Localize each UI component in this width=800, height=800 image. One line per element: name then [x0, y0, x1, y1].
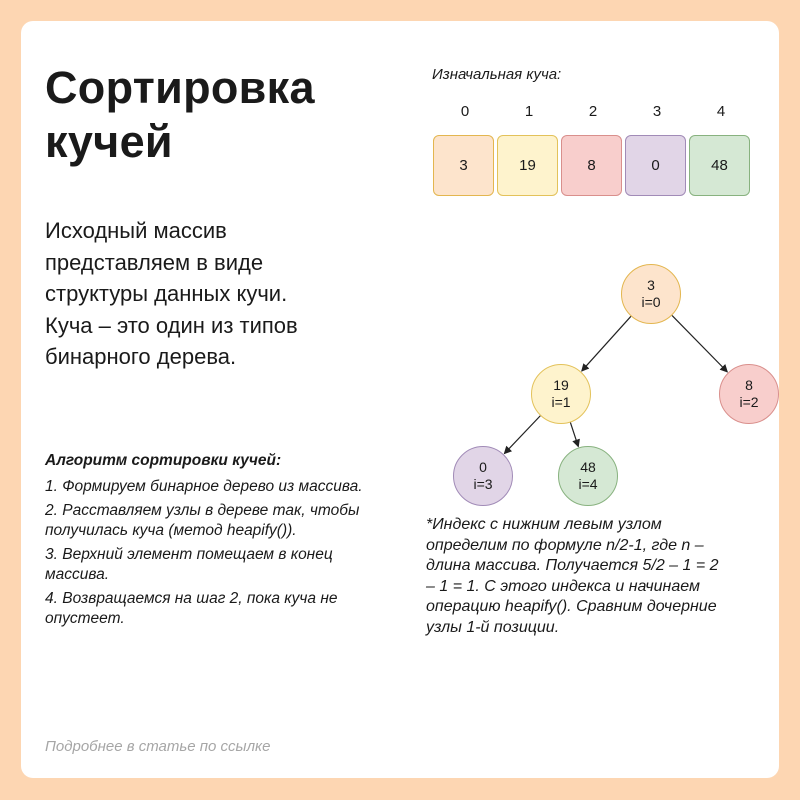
note-line: узлы 1-й позиции. [426, 618, 560, 636]
array-index: 2 [588, 103, 598, 120]
array-index: 3 [652, 103, 662, 120]
intro-line: представляем в виде [45, 249, 264, 275]
array-cell: 0 [625, 135, 686, 196]
intro-line: Куча – это один из типов [45, 312, 298, 338]
algorithm-block [45, 451, 397, 633]
title-line: кучей [45, 116, 173, 167]
array-index: 0 [460, 103, 470, 120]
array-cell: 19 [497, 135, 558, 196]
node-index-label: i=3 [473, 476, 493, 492]
algorithm-step: 3. Верхний элемент помещаем в конец массива. [45, 546, 333, 583]
algorithm-step: 2. Расставляем узлы в дереве так, чтобы получилась куча (метод heapify()). [45, 502, 360, 539]
tree-edge-arrow [672, 315, 727, 371]
tree-edge-arrow [504, 416, 540, 454]
intro-line: Исходный массив [45, 218, 227, 243]
node-value: 19 [553, 377, 569, 393]
title-line: Сортировка [45, 62, 315, 113]
note-line: – 1 = 1. С этого индекса и начинаем [426, 577, 700, 595]
article-link[interactable]: Подробнее в статье по ссылке [45, 738, 271, 755]
node-index-label: i=2 [739, 394, 759, 410]
footnote [426, 515, 766, 638]
page-title [45, 61, 315, 169]
note-line: операцию heapify(). Сравним дочерние [426, 598, 717, 615]
algorithm-title: Алгоритм сортировки кучей: [45, 452, 282, 469]
tree-edge-arrow [570, 422, 578, 446]
tree-node [531, 364, 591, 424]
intro-line: бинарного дерева. [45, 344, 237, 369]
algorithm-step: 4. Возвращаемся на шаг 2, пока куча не опустеет. [45, 590, 338, 627]
tree-node [621, 264, 681, 324]
note-line: *Индекс с нижним левым узлом [426, 516, 662, 533]
note-line: длина массива. Получается 5/2 – 1 = 2 [426, 557, 719, 574]
tree-edge-arrow [582, 316, 631, 371]
node-index-label: i=4 [578, 476, 598, 492]
array-indices [433, 103, 753, 123]
intro-line: структуры данных кучи. [45, 281, 288, 306]
node-value: 0 [479, 459, 487, 475]
heap-tree [411, 249, 771, 519]
node-value: 3 [647, 277, 655, 293]
tree-node [453, 446, 513, 506]
algorithm-step: 1. Формируем бинарное дерево из массива. [45, 478, 363, 495]
node-value: 48 [580, 459, 596, 475]
tree-node [719, 364, 779, 424]
note-line: определим по формуле n/2-1, где n – [426, 536, 704, 554]
array-cell: 8 [561, 135, 622, 196]
node-index-label: i=1 [551, 394, 571, 410]
array-label: Изначальная куча: [432, 66, 562, 83]
array-cell: 3 [433, 135, 494, 196]
array-index: 4 [716, 103, 726, 120]
intro-paragraph [45, 215, 385, 373]
array-index: 1 [524, 103, 534, 120]
node-value: 8 [745, 377, 753, 393]
array-cell: 48 [689, 135, 750, 196]
tree-node [558, 446, 618, 506]
content-card [21, 21, 779, 778]
heap-array [433, 135, 753, 199]
node-index-label: i=0 [641, 294, 661, 310]
